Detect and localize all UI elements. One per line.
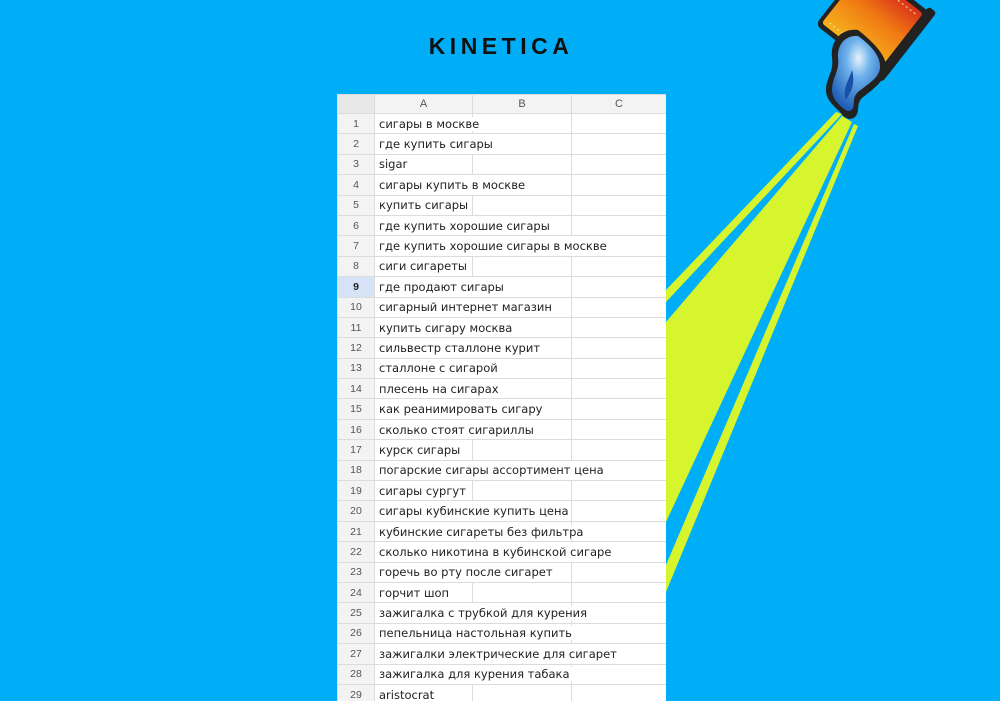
cell-c[interactable] <box>572 297 667 317</box>
table-row <box>338 542 667 562</box>
row-header[interactable]: 12 <box>338 338 375 358</box>
cell-a[interactable] <box>375 440 473 460</box>
row-header[interactable]: 18 <box>338 460 375 480</box>
cell-a[interactable] <box>375 582 473 602</box>
cell-text: sigar <box>379 157 408 172</box>
cell-a[interactable] <box>375 154 473 174</box>
column-header-b[interactable]: B <box>473 95 572 114</box>
row-header[interactable]: 1 <box>338 114 375 134</box>
cell-c[interactable] <box>572 562 667 582</box>
table-row <box>338 684 667 701</box>
row-header[interactable]: 15 <box>338 399 375 419</box>
row-header[interactable]: 3 <box>338 154 375 174</box>
select-all-corner[interactable] <box>338 95 375 114</box>
cell-a[interactable] <box>375 603 587 623</box>
table-row <box>338 562 667 582</box>
table-row <box>338 521 667 541</box>
row-header[interactable]: 7 <box>338 236 375 256</box>
cell-c[interactable] <box>572 481 667 501</box>
light-beam-icon <box>666 112 858 592</box>
cell-a[interactable] <box>375 521 584 541</box>
cell-text: зажигалки электрические для сигарет <box>379 646 617 661</box>
cell-a[interactable] <box>375 358 498 378</box>
row-header[interactable]: 4 <box>338 175 375 195</box>
cell-c[interactable] <box>572 338 667 358</box>
row-header[interactable]: 13 <box>338 358 375 378</box>
cell-text: где продают сигары <box>379 279 504 294</box>
table-row <box>338 338 667 358</box>
spreadsheet-grid <box>337 94 666 701</box>
cell-text: пепельница настольная купить <box>379 626 572 641</box>
table-row <box>338 440 667 460</box>
cell-c[interactable] <box>572 317 667 337</box>
cell-c[interactable] <box>572 277 667 297</box>
row-header[interactable]: 17 <box>338 440 375 460</box>
cell-text: сильвестр сталлоне курит <box>379 340 541 355</box>
column-header-a[interactable]: A <box>375 95 473 114</box>
cell-a[interactable] <box>375 419 534 439</box>
table-row <box>338 297 667 317</box>
row-header[interactable]: 20 <box>338 501 375 521</box>
row-header[interactable]: 25 <box>338 603 375 623</box>
cell-c[interactable] <box>572 582 667 602</box>
table-row <box>338 134 667 154</box>
cell-b[interactable] <box>473 195 572 215</box>
cell-c[interactable] <box>572 419 667 439</box>
row-header[interactable]: 16 <box>338 419 375 439</box>
table-row <box>338 501 667 521</box>
table-row <box>338 215 667 235</box>
cell-text: сигары сургут <box>379 483 466 498</box>
cell-text: сиги сигареты <box>379 259 468 274</box>
cell-text: кубинские сигареты без фильтра <box>379 524 584 539</box>
cell-text: купить сигары <box>379 198 469 213</box>
cell-c[interactable] <box>572 215 667 235</box>
cell-c[interactable] <box>572 114 667 134</box>
table-row <box>338 603 667 623</box>
table-row <box>338 582 667 602</box>
cell-a[interactable] <box>375 542 612 562</box>
cell-text: погарские сигары ассортимент цена <box>379 463 604 478</box>
cell-text: где купить сигары <box>379 137 493 152</box>
table-row <box>338 623 667 643</box>
cell-a[interactable] <box>375 684 473 701</box>
cell-text: сколько стоят сигариллы <box>379 422 534 437</box>
table-row <box>338 664 667 684</box>
row-header[interactable]: 11 <box>338 317 375 337</box>
cell-a[interactable] <box>375 195 473 215</box>
column-header-c[interactable]: C <box>572 95 667 114</box>
row-header[interactable]: 21 <box>338 521 375 541</box>
cell-text: сталлоне с сигарой <box>379 361 498 376</box>
cell-c[interactable] <box>572 623 667 643</box>
cell-text: сигары в москве <box>379 116 480 131</box>
row-header[interactable]: 26 <box>338 623 375 643</box>
row-header[interactable]: 19 <box>338 481 375 501</box>
cell-b[interactable] <box>473 582 572 602</box>
cell-text: сигары купить в москве <box>379 177 526 192</box>
row-header[interactable]: 27 <box>338 644 375 664</box>
cell-text: сколько никотина в кубинской сигаре <box>379 544 612 559</box>
cell-c[interactable] <box>572 358 667 378</box>
cell-text: зажигалка с трубкой для курения <box>379 606 587 621</box>
cell-text: как реанимировать сигару <box>379 402 543 417</box>
cell-a[interactable] <box>375 256 473 276</box>
cell-c[interactable] <box>572 175 667 195</box>
cell-a[interactable] <box>375 562 553 582</box>
cell-c[interactable] <box>572 501 667 521</box>
cell-a[interactable] <box>375 623 572 643</box>
table-row <box>338 317 667 337</box>
table-row <box>338 114 667 134</box>
row-header[interactable]: 6 <box>338 215 375 235</box>
cell-c[interactable] <box>572 134 667 154</box>
cell-a[interactable] <box>375 297 552 317</box>
table-row <box>338 277 667 297</box>
row-header[interactable]: 9 <box>338 277 375 297</box>
cell-text: горечь во рту после сигарет <box>379 565 553 580</box>
cell-c[interactable] <box>572 195 667 215</box>
cell-b[interactable] <box>473 114 572 134</box>
cell-text: зажигалка для курения табака <box>379 667 570 682</box>
cell-a[interactable] <box>375 114 480 134</box>
cell-text: сигары кубинские купить цена <box>379 504 569 519</box>
table-row <box>338 236 667 256</box>
flashlight-icon <box>813 0 937 119</box>
cell-a[interactable] <box>375 215 550 235</box>
cell-a[interactable] <box>375 664 570 684</box>
cell-a[interactable] <box>375 481 473 501</box>
table-row <box>338 460 667 480</box>
row-header[interactable]: 5 <box>338 195 375 215</box>
cell-text: где купить хорошие сигары в москве <box>379 239 607 254</box>
cell-a[interactable] <box>375 644 617 664</box>
cell-c[interactable] <box>572 664 667 684</box>
cell-text: aristocrat <box>379 687 435 701</box>
table-row <box>338 195 667 215</box>
table-row <box>338 154 667 174</box>
cell-c[interactable] <box>572 684 667 701</box>
row-header[interactable]: 23 <box>338 562 375 582</box>
cell-b[interactable] <box>473 440 572 460</box>
row-header[interactable]: 29 <box>338 684 375 701</box>
cell-c[interactable] <box>572 399 667 419</box>
cell-c[interactable] <box>572 521 667 541</box>
cell-c[interactable] <box>572 256 667 276</box>
column-header-row <box>338 95 667 114</box>
cell-text: купить сигару москва <box>379 320 513 335</box>
row-header[interactable]: 28 <box>338 664 375 684</box>
cell-text: плесень на сигарах <box>379 381 499 396</box>
row-header[interactable]: 22 <box>338 542 375 562</box>
cell-text: курск сигары <box>379 442 461 457</box>
cell-a[interactable] <box>375 277 504 297</box>
cell-c[interactable] <box>572 440 667 460</box>
cell-b[interactable] <box>473 154 572 174</box>
table-row <box>338 399 667 419</box>
cell-text: где купить хорошие сигары <box>379 218 550 233</box>
table-row <box>338 358 667 378</box>
cell-a[interactable] <box>375 175 526 195</box>
row-header[interactable]: 24 <box>338 582 375 602</box>
table-row <box>338 379 667 399</box>
cell-a[interactable] <box>375 379 499 399</box>
table-row <box>338 481 667 501</box>
table-row <box>338 256 667 276</box>
table-row <box>338 175 667 195</box>
cell-b[interactable] <box>473 256 572 276</box>
cell-a[interactable] <box>375 338 541 358</box>
cell-a[interactable] <box>375 134 493 154</box>
row-header[interactable]: 2 <box>338 134 375 154</box>
spreadsheet[interactable] <box>337 94 666 701</box>
cell-text: сигарный интернет магазин <box>379 300 552 315</box>
table-row <box>338 644 667 664</box>
cell-b[interactable] <box>473 684 572 701</box>
kinetica-logo: KINETICA <box>428 33 574 59</box>
table-row <box>338 419 667 439</box>
row-header[interactable]: 8 <box>338 256 375 276</box>
cell-c[interactable] <box>572 154 667 174</box>
cell-a[interactable] <box>375 501 569 521</box>
cell-a[interactable] <box>375 460 604 480</box>
cell-c[interactable] <box>572 379 667 399</box>
cell-b[interactable] <box>473 481 572 501</box>
cell-a[interactable] <box>375 399 543 419</box>
cell-a[interactable] <box>375 317 513 337</box>
cell-a[interactable] <box>375 236 607 256</box>
row-header[interactable]: 10 <box>338 297 375 317</box>
row-header[interactable]: 14 <box>338 379 375 399</box>
cell-text: горчит шоп <box>379 585 450 600</box>
